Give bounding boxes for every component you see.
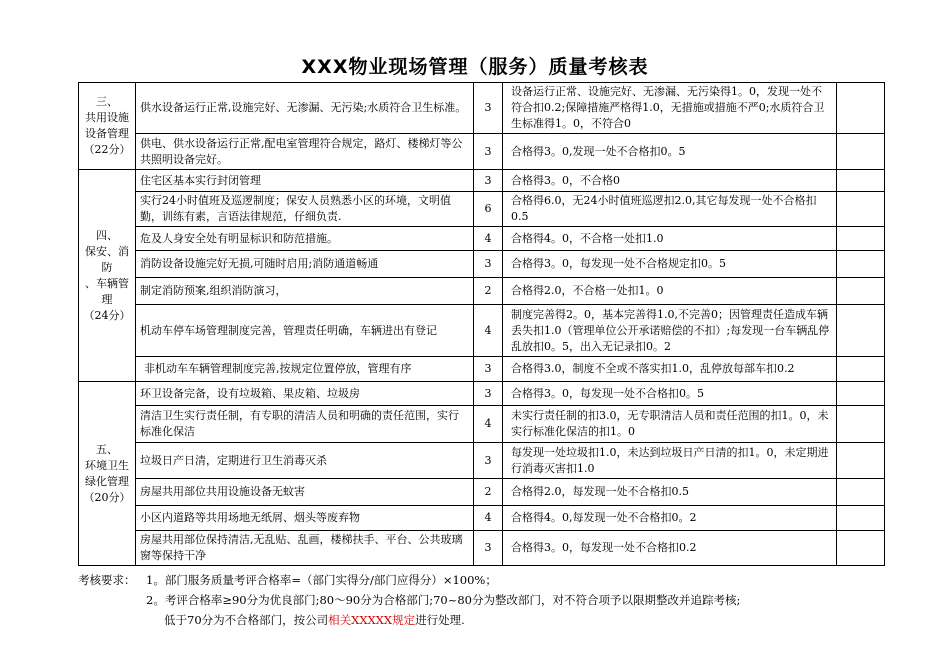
result-cell bbox=[837, 443, 885, 479]
table-row bbox=[79, 305, 885, 357]
table-row bbox=[79, 170, 885, 192]
standard-cell: 合格得6.0，无24小时值班巡逻扣2.0,其它每发现一处不合格扣0.5 bbox=[503, 192, 837, 227]
result-cell bbox=[837, 192, 885, 227]
table-row bbox=[79, 192, 885, 227]
result-cell bbox=[837, 382, 885, 406]
content-cell: 危及人身安全处有明显标识和防范措施。 bbox=[136, 227, 474, 251]
content-cell: 机动车停车场管理制度完善，管理责任明确，车辆进出有登记 bbox=[136, 305, 474, 357]
content-cell: 垃圾日产日清，定期进行卫生消毒灭杀 bbox=[136, 443, 474, 479]
standard-cell: 合格得2.0，每发现一处不合格扣0.5 bbox=[503, 479, 837, 506]
score-cell: 3 bbox=[474, 531, 503, 566]
score-cell: 3 bbox=[474, 382, 503, 406]
standard-cell: 合格得3。0,发现一处不合格扣0。5 bbox=[503, 134, 837, 170]
table-row bbox=[79, 479, 885, 506]
score-cell: 4 bbox=[474, 227, 503, 251]
regulation-reference: 相关XXXXX规定 bbox=[328, 613, 416, 627]
score-cell: 2 bbox=[474, 278, 503, 305]
content-cell: 环卫设备完备，设有垃圾箱、果皮箱、垃圾房 bbox=[136, 382, 474, 406]
result-cell bbox=[837, 278, 885, 305]
category-cell: 四、 保安、消防 、车辆管理 （24分） bbox=[79, 170, 136, 382]
standard-cell: 合格得3。0，每发现一处不合格扣0.2 bbox=[503, 531, 837, 566]
standard-cell: 制度完善得2。0，基本完善得1.0,不完善0；因管理责任造成车辆丢失扣1.0（管理单位公开承诺赔偿的不扣）;每发现一台车辆乱停乱放扣0。5，出入无记录扣0。2 bbox=[503, 305, 837, 357]
table-row bbox=[79, 357, 885, 382]
assessment-notes bbox=[78, 570, 878, 630]
score-cell: 6 bbox=[474, 192, 503, 227]
table-row bbox=[79, 83, 885, 134]
content-cell: 供水设备运行正常,设施完好、无渗漏、无污染;水质符合卫生标准。 bbox=[136, 83, 474, 134]
page-title: XXX物业现场管理（服务）质量考核表 bbox=[301, 56, 649, 78]
note-line-1: 考核要求： 1。部门服务质量考评合格率=（部门实得分/部门应得分）×100%； bbox=[78, 570, 878, 590]
result-cell bbox=[837, 134, 885, 170]
result-cell bbox=[837, 357, 885, 382]
content-cell: 实行24小时值班及巡逻制度；保安人员熟悉小区的环境，文明值勤，训练有素，言语法律规范，仔细负责. bbox=[136, 192, 474, 227]
table-row bbox=[79, 531, 885, 566]
standard-cell: 合格得3.0，制度不全或不落实扣1.0，乱停放每部车扣0.2 bbox=[503, 357, 837, 382]
score-cell: 3 bbox=[474, 83, 503, 134]
standard-cell: 合格得3。0，不合格0 bbox=[503, 170, 837, 192]
result-cell bbox=[837, 305, 885, 357]
score-cell: 3 bbox=[474, 170, 503, 192]
table-row bbox=[79, 251, 885, 278]
standard-cell: 合格得3。0，每发现一处不合格规定扣0。5 bbox=[503, 251, 837, 278]
table-row bbox=[79, 227, 885, 251]
score-cell: 4 bbox=[474, 506, 503, 531]
note-line-3: 低于70分为不合格部门，按公司相关XXXXX规定进行处理. bbox=[164, 613, 465, 627]
table-row bbox=[79, 406, 885, 443]
content-cell: 消防设备设施完好无损,可随时启用;消防通道畅通 bbox=[136, 251, 474, 278]
note-line-2: 2。考评合格率≥90分为优良部门;80～90分为合格部门;70~80分为整改部门，对不符合项予以限期整改并追踪考核; bbox=[146, 593, 741, 607]
result-cell bbox=[837, 506, 885, 531]
result-cell bbox=[837, 251, 885, 278]
standard-cell: 合格得3。0，每发现一处不合格扣0。5 bbox=[503, 382, 837, 406]
table-row bbox=[79, 443, 885, 479]
table-row bbox=[79, 278, 885, 305]
result-cell bbox=[837, 479, 885, 506]
category-cell: 五、 环境卫生 绿化管理 （20分） bbox=[79, 382, 136, 566]
score-cell: 2 bbox=[474, 479, 503, 506]
standard-cell: 未实行责任制的扣3.0，无专职清洁人员和责任范围的扣1。0，未实行标准化保洁的扣1。0 bbox=[503, 406, 837, 443]
content-cell: 非机动车车辆管理制度完善,按规定位置停放，管理有序 bbox=[136, 357, 474, 382]
standard-cell: 合格得2.0，不合格一处扣1。0 bbox=[503, 278, 837, 305]
content-cell: 小区内道路等共用场地无纸屑、烟头等废弃物 bbox=[136, 506, 474, 531]
result-cell bbox=[837, 83, 885, 134]
table-row bbox=[79, 506, 885, 531]
content-cell: 制定消防预案,组织消防演习， bbox=[136, 278, 474, 305]
assessment-table bbox=[78, 82, 885, 566]
score-cell: 3 bbox=[474, 443, 503, 479]
standard-cell: 合格得4。0,每发现一处不合格扣0。2 bbox=[503, 506, 837, 531]
content-cell: 房屋共用部位保持清洁,无乱贴、乱画，楼梯扶手、平台、公共玻璃窗等保持干净 bbox=[136, 531, 474, 566]
result-cell bbox=[837, 227, 885, 251]
score-cell: 3 bbox=[474, 251, 503, 278]
standard-cell: 设备运行正常、设施完好、无渗漏、无污染得1。0，发现一处不符合扣0.2;保障措施严格得1.0，无措施或措施不严0;水质符合卫生标准得1。0，不符合0 bbox=[503, 83, 837, 134]
standard-cell: 合格得4。0，不合格一处扣1.0 bbox=[503, 227, 837, 251]
content-cell: 房屋共用部位共用设施设备无蚊害 bbox=[136, 479, 474, 506]
result-cell bbox=[837, 170, 885, 192]
table-row bbox=[79, 134, 885, 170]
result-cell bbox=[837, 406, 885, 443]
content-cell: 供电、供水设备运行正常,配电室管理符合规定，路灯、楼梯灯等公共照明设备完好。 bbox=[136, 134, 474, 170]
table-row bbox=[79, 382, 885, 406]
score-cell: 4 bbox=[474, 406, 503, 443]
score-cell: 3 bbox=[474, 134, 503, 170]
category-cell: 三、 共用设施 设备管理 （22分） bbox=[79, 83, 136, 170]
result-cell bbox=[837, 531, 885, 566]
score-cell: 4 bbox=[474, 305, 503, 357]
content-cell: 清洁卫生实行责任制，有专职的清洁人员和明确的责任范围，实行标准化保洁 bbox=[136, 406, 474, 443]
content-cell: 住宅区基本实行封闭管理 bbox=[136, 170, 474, 192]
standard-cell: 每发现一处垃圾扣1.0，未达到垃圾日产日清的扣1。0，未定期进行消毒灭害扣1.0 bbox=[503, 443, 837, 479]
notes-label: 考核要求： bbox=[78, 573, 136, 587]
score-cell: 3 bbox=[474, 357, 503, 382]
